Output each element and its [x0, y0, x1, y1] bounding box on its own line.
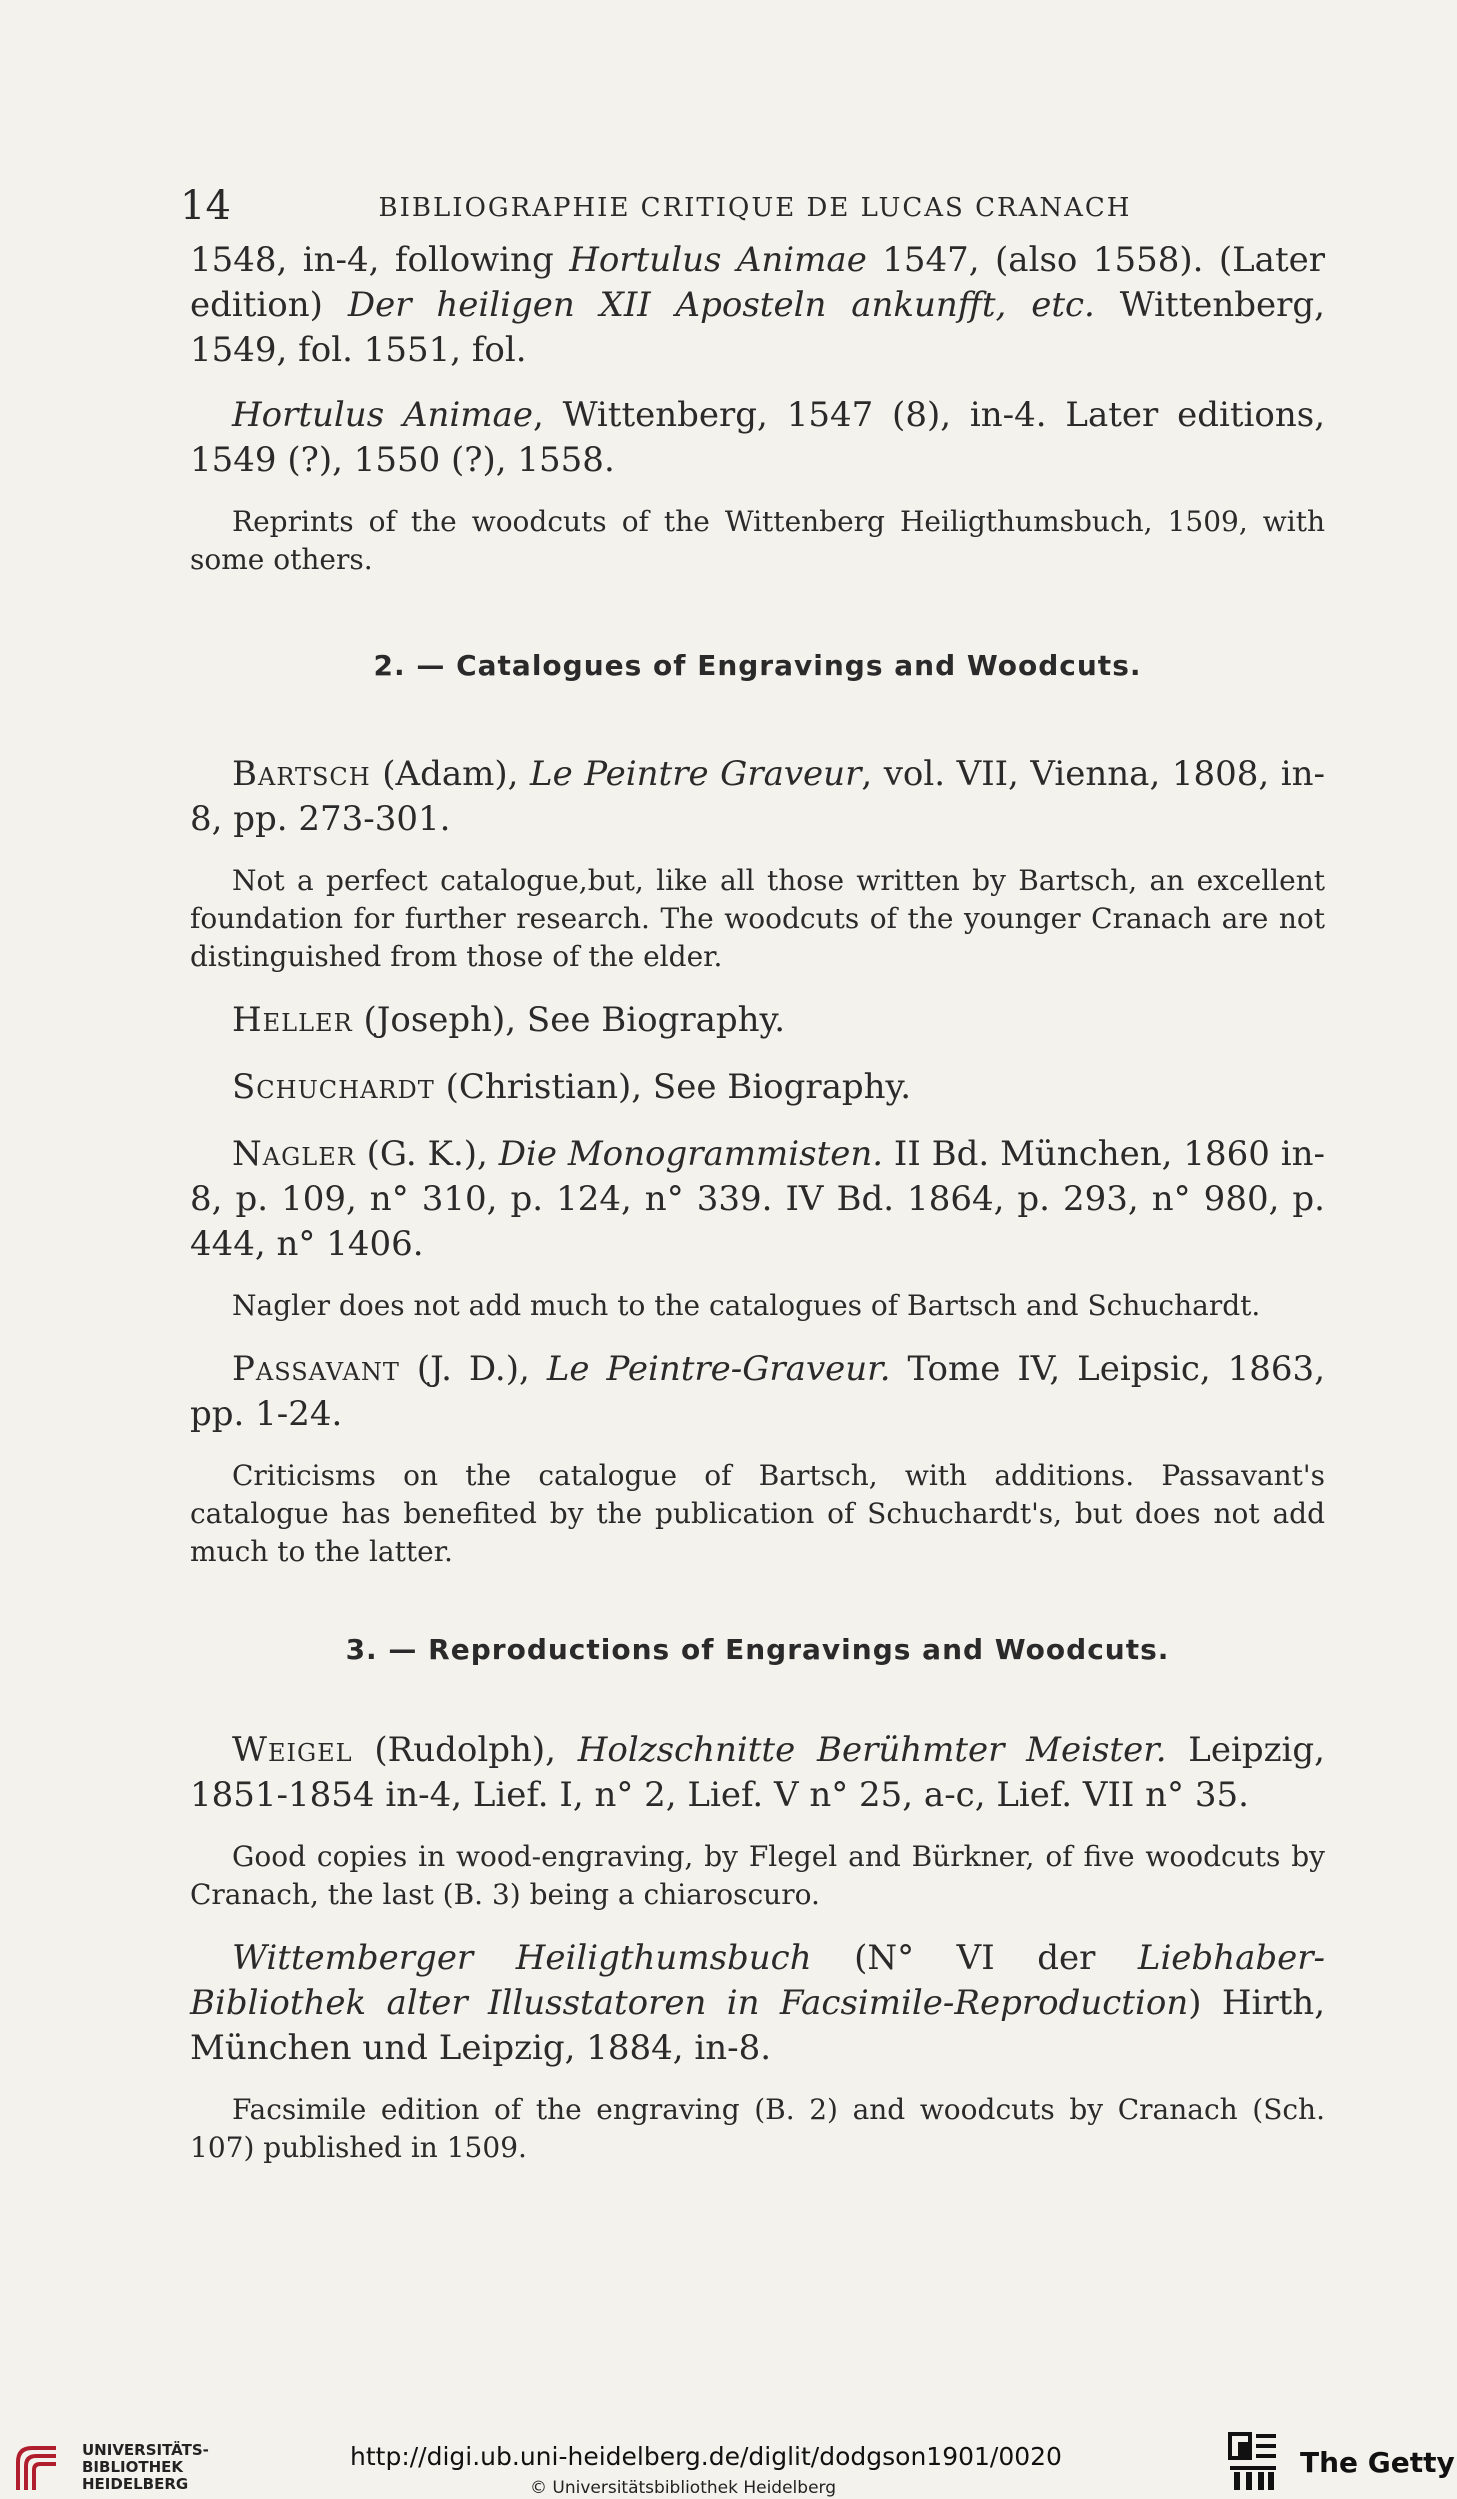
- library-name: UNIVERSITÄTS- BIBLIOTHEK HEIDELBERG: [82, 2441, 209, 2493]
- page-number: 14: [180, 183, 231, 229]
- entry-bartsch: Bartsch (Adam), Le Peintre Graveur, vol. VII, Vienna, 1808, in-8, pp. 273-301.: [190, 754, 1325, 839]
- page-header: [180, 183, 1330, 233]
- getty-name: The Getty: [1300, 2446, 1455, 2479]
- university-library-logo-icon: [10, 2440, 70, 2495]
- copyright-notice: © Universitätsbibliothek Heidelberg: [530, 2478, 837, 2498]
- running-title: BIBLIOGRAPHIE CRITIQUE DE LUCAS CRANACH: [378, 193, 1132, 223]
- note-nagler: Nagler does not add much to the catalogues of Bartsch and Schuchardt.: [232, 1289, 1261, 1322]
- entry-heller: Heller (Joseph), See Biography.: [232, 1000, 786, 1040]
- entry-wittemberger: Wittemberger Heiligthumsbuch (N° VI der Liebhaber-Bibliothek alter Illusstatoren in Facsimile-Reproduction) Hirth, München und Leipzig, 1884, in-8.: [190, 1938, 1326, 2068]
- entry-continuation: 1548, in-4, following Hortulus Animae 1547, (also 1558). (Later edition) Der heiligen XII Aposteln ankunfft, etc. Wittenberg, 1549, fol. 1551, fol.: [190, 240, 1325, 370]
- note-wittemberger: Facsimile edition of the engraving (B. 2) and woodcuts by Cranach (Sch. 107) published in 1509.: [190, 2093, 1325, 2164]
- section-heading-catalogues: 2. — Catalogues of Engravings and Woodcuts.: [373, 649, 1142, 682]
- entry-nagler: Nagler (G. K.), Die Monogrammisten. II Bd. München, 1860 in-8, p. 109, n° 310, p. 124, n° 339. IV Bd. 1864, p. 293, n° 980, p. 444, n° 1406.: [190, 1134, 1325, 1264]
- entry-weigel: Weigel (Rudolph), Holzschnitte Berühmter Meister. Leipzig, 1851-1854 in-4, Lief. I, n° 2, Lief. V n° 25, a-c, Lief. VII n° 35.: [190, 1730, 1325, 1815]
- source-url-link[interactable]: http://digi.ub.uni-heidelberg.de/diglit/dodgson1901/0020: [350, 2442, 1062, 2471]
- getty-logo-icon: [1228, 2432, 1278, 2494]
- entry-passavant: Passavant (J. D.), Le Peintre-Graveur. Tome IV, Leipsic, 1863, pp. 1-24.: [190, 1349, 1325, 1434]
- entry-schuchardt: Schuchardt (Christian), See Biography.: [232, 1067, 912, 1107]
- note-passavant: Criticisms on the catalogue of Bartsch, with additions. Passavant's catalogue has benefited by the publication of Schuchardt's, but does not add much to the latter.: [190, 1459, 1325, 1568]
- entry-hortulus: Hortulus Animae, Wittenberg, 1547 (8), in-4. Later editions, 1549 (?), 1550 (?), 1558.: [190, 395, 1326, 480]
- page-footer: [0, 2420, 1457, 2499]
- section-heading-reproductions: 3. — Reproductions of Engravings and Woodcuts.: [345, 1633, 1170, 1666]
- page-body: [190, 238, 1325, 2167]
- note-reprints: Reprints of the woodcuts of the Wittenberg Heiligthumsbuch, 1509, with some others.: [190, 505, 1325, 576]
- note-bartsch: Not a perfect catalogue,but, like all those written by Bartsch, an excellent foundation for further research. The woodcuts of the younger Cranach are not distinguished from those of the elder.: [190, 864, 1325, 973]
- note-weigel: Good copies in wood-engraving, by Flegel and Bürkner, of five woodcuts by Cranach, the last (B. 3) being a chiaroscuro.: [190, 1840, 1325, 1911]
